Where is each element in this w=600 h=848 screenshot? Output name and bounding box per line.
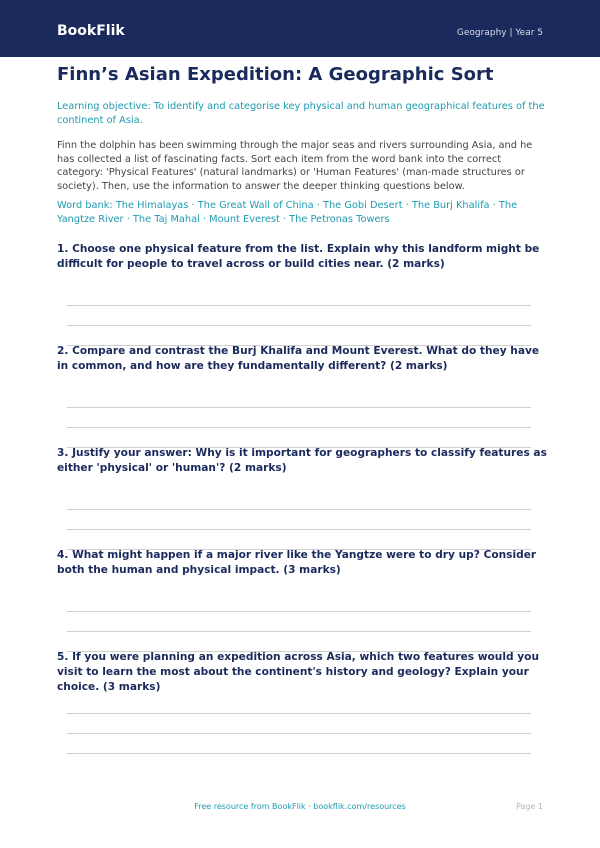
question-text: 4. What might happen if a major river like the Yangtze were to dry up? Consider both the human and physical impact. (3 marks) bbox=[57, 549, 537, 576]
question-2 bbox=[57, 344, 547, 374]
answer-line[interactable] bbox=[67, 753, 531, 754]
answer-line[interactable] bbox=[67, 407, 531, 408]
page-number: Page 1 bbox=[516, 802, 543, 811]
answer-line[interactable] bbox=[67, 733, 531, 734]
answer-line[interactable] bbox=[67, 529, 531, 530]
question-5 bbox=[57, 650, 547, 695]
question-1 bbox=[57, 242, 547, 272]
footer-resource-link[interactable]: Free resource from BookFlik · bookflik.com/resources bbox=[194, 802, 406, 811]
learning-objective: Learning objective: To identify and categorise key physical and human geographical features of the continent of Asia. bbox=[57, 101, 545, 126]
worksheet-title: Finn’s Asian Expedition: A Geographic Sort bbox=[57, 64, 494, 85]
brand-logo[interactable]: BookFlik bbox=[57, 23, 125, 39]
page-header bbox=[0, 0, 600, 57]
answer-line[interactable] bbox=[67, 713, 531, 714]
word-bank: Word bank: The Himalayas · The Great Wall of China · The Gobi Desert · The Burj Khalifa · The Yangtze River · The Taj Mahal · Mount Everest · The Petronas Towers bbox=[57, 200, 518, 225]
question-text: 2. Compare and contrast the Burj Khalifa and Mount Everest. What do they have in common, and how are they fundamentally different? (2 marks) bbox=[57, 345, 540, 372]
answer-line[interactable] bbox=[67, 325, 531, 326]
answer-line[interactable] bbox=[67, 427, 531, 428]
answer-line[interactable] bbox=[67, 611, 531, 612]
question-text: 3. Justify your answer: Why is it important for geographers to classify features as either 'physical' or 'human'? (2 marks) bbox=[57, 447, 547, 474]
subject-year-label: Geography | Year 5 bbox=[456, 28, 543, 38]
answer-line[interactable] bbox=[67, 509, 531, 510]
answer-line[interactable] bbox=[67, 305, 531, 306]
question-4 bbox=[57, 548, 547, 578]
question-3 bbox=[57, 446, 547, 476]
question-text: 1. Choose one physical feature from the list. Explain why this landform might be difficult for people to travel across or build cities near. (2 marks) bbox=[57, 243, 540, 270]
question-text: 5. If you were planning an expedition across Asia, which two features would you visit to learn the most about the continent's history and geology? Explain your choice. (3 marks) bbox=[57, 651, 539, 693]
answer-line[interactable] bbox=[67, 631, 531, 632]
intro-paragraph: Finn the dolphin has been swimming through the major seas and rivers surrounding Asia, and he has collected a list of fascinating facts. Sort each item from the word bank into the correct category: 'Physical Features' (natural landmarks) or 'Human Features' (man-made structures or society). Then, use the information to answer the deeper thinking questions below. bbox=[57, 140, 533, 192]
